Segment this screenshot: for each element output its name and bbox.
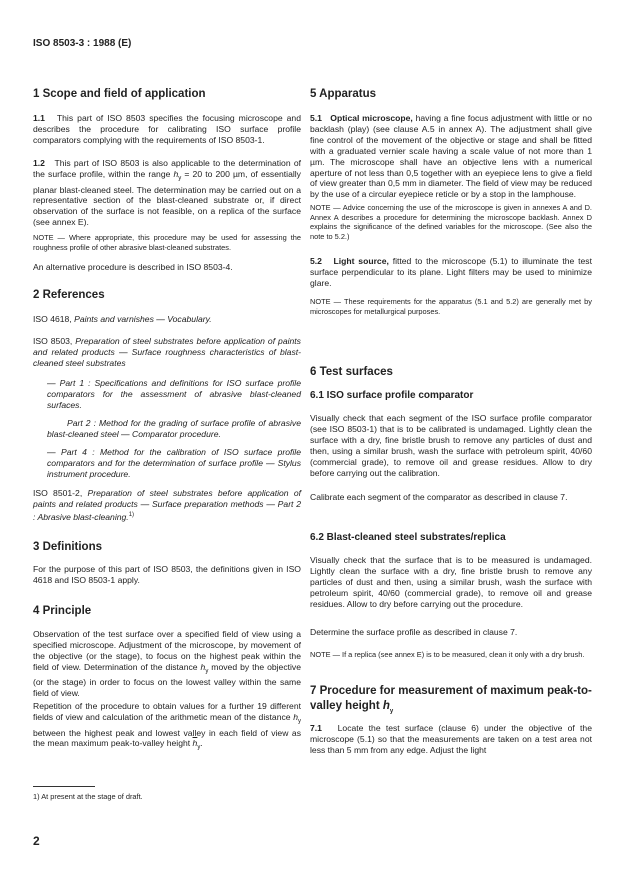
section-2-heading: 2 References [33, 289, 105, 301]
reference-iso-8501-2: ISO 8501-2, Preparation of steel substrates before application of paints and related products — Surface preparation methods — Part 2 : Abrasive blast-cleaning.$^{1)}$ [33, 488, 302, 522]
note-1: NOTE — Where appropriate, this procedure may be used for assessing the roughness profile of other abrasive blast-cleaned substrates. [33, 233, 301, 252]
paragraph-5-2: 5.2 Light source, fitted to the microscope (5.1) to illuminate the test surface perpendicular to its plane. Light filters may be used to minimize glare. [310, 256, 592, 288]
paragraph-6-2-determine: Determine the surface profile as described in clause 7. [310, 627, 518, 637]
page-number: 2 [33, 834, 40, 848]
footnote: 1) At present at the stage of draft. [33, 792, 143, 801]
paragraph-1-2: 1.2 This part of ISO 8503 is also applicable to the determination of the surface profile, within the range $h_y = 20$ to 200 µm, of essentially planar blast-cleaned steel. The determination may be carried out on a representative section of the blast-cleaned substrate or, if direct observation of the surface is not feasible, on a replica of the surface (see annex E). [33, 158, 301, 228]
note-6-2: NOTE — If a replica (see annex E) is to be measured, clean it only with a dry brush. [310, 650, 585, 659]
section-1-heading: 1 Scope and field of application [33, 88, 206, 100]
section-4-heading: 4 Principle [33, 605, 92, 617]
section-3-heading: 3 Definitions [33, 541, 103, 553]
note-5-1: NOTE — Advice concerning the use of the microscope is given in annexes A and D. Annex A describes a procedure for determining the microscope backlash. Annex D explains the significance of the defined variables for the microscope. (See also the note to 5.2.) [310, 203, 592, 241]
paragraph-principle-2: Repetition of the procedure to obtain values for a further 19 different fields of view and calculation of the arithmetic mean of the distance $h_y$ between the highest peak and lowest valley in each field of view as the mean maximum peak-to-valley height $\overline{h}_y$. [33, 701, 301, 752]
document-header: ISO 8503-3 : 1988 (E) [33, 38, 132, 49]
paragraph-6-1: Visually check that each segment of the ISO surface profile comparator (see ISO 8503-1) that is to be calibrated is undamaged. Lightly clean the surface with a dry, fine bristle brush to remove any particles of dust and then, using a similar brush, wash the surface with petroleum spirit, 40/60 (commercial grade), to remove oil and grease residues. Allow to dry before carrying out the calibration. [310, 413, 592, 478]
reference-iso-8503: ISO 8503, Preparation of steel substrates before application of paints and related products — Surface roughness characteristics of blast-cleaned steel substrates [33, 336, 301, 368]
reference-part-2: Part 2 : Method for the grading of surface profile of abrasive blast-cleaned steel — Comparator procedure. [47, 418, 301, 439]
paragraph-definitions: For the purpose of this part of ISO 8503, the definitions given in ISO 4618 and ISO 8503-1 apply. [33, 564, 301, 585]
paragraph-alternative: An alternative procedure is described in ISO 8503-4. [33, 262, 233, 272]
reference-iso-4618: ISO 4618, Paints and varnishes — Vocabulary. [33, 314, 212, 324]
section-6-1-heading: 6.1 ISO surface profile comparator [310, 390, 474, 401]
paragraph-1-1: 1.1 This part of ISO 8503 specifies the focusing microscope and describes the procedure for calibrating ISO surface profile comparators complying with the requirements of ISO 8503-1. [33, 113, 301, 145]
section-7-heading: 7 Procedure for measurement of maximum peak-to-valley height $h_y$ [310, 685, 592, 715]
paragraph-6-1-calibrate: Calibrate each segment of the comparator as described in clause 7. [310, 492, 568, 502]
footnote-divider [33, 786, 95, 787]
paragraph-7-1: 7.1 Locate the test surface (clause 6) under the objective of the microscope (5.1) so that the measurements are taken on a test area not less than 5 mm from any edge. Adjust the light [310, 723, 592, 755]
paragraph-6-2: Visually check that the surface that is to be measured is undamaged. Lightly clean the surface with a dry, fine bristle brush to remove any particles of dust and then, using a similar brush, wash the surface with petroleum spirit, 40/60 (commercial grade), to remove oil and grease residues. Allow to dry before carrying out the procedure. [310, 555, 592, 609]
section-6-2-heading: 6.2 Blast-cleaned steel substrates/replica [310, 532, 506, 543]
section-6-heading: 6 Test surfaces [310, 366, 393, 378]
reference-part-1: — Part 1 : Specifications and definitions for ISO surface profile comparators for the assessment of abrasive blast-cleaned surfaces. [47, 378, 301, 410]
paragraph-principle-1: Observation of the test surface over a specified field of view using a specified microscope. Adjustment of the microscope, by movement of the objective (or the stage), to focus on the highest peak within the field of view. Determination of the distance $h_y$ moved by the objective (or the stage) in order to focus on the lowest valley within the same field of view. [33, 629, 301, 699]
section-5-heading: 5 Apparatus [310, 88, 377, 100]
note-5-2: NOTE — These requirements for the apparatus (5.1 and 5.2) are generally met by microscopes for metallurgical purposes. [310, 297, 592, 316]
paragraph-5-1: 5.1 Optical microscope, having a fine focus adjustment with little or no backlash (play) (see clause A.5 in annex A). The adjustment shall give fine control of the movement of the objective or stage and shall be fitted with a graduated vernier scale having a scale value of not more than 1 µm. The microscope shall have an objective lens with a numerical aperture of not less than 0,5 together with an eyepiece lens to give a field of view greater than 0,5 mm in diameter. The field of view may be reduced by the use of a circular eyepiece reticle or by a stop in the lamphouse. [310, 113, 592, 200]
reference-part-4: — Part 4 : Method for the calibration of ISO surface profile comparators and for the determination of surface profile — Stylus instrument procedure. [47, 447, 301, 479]
